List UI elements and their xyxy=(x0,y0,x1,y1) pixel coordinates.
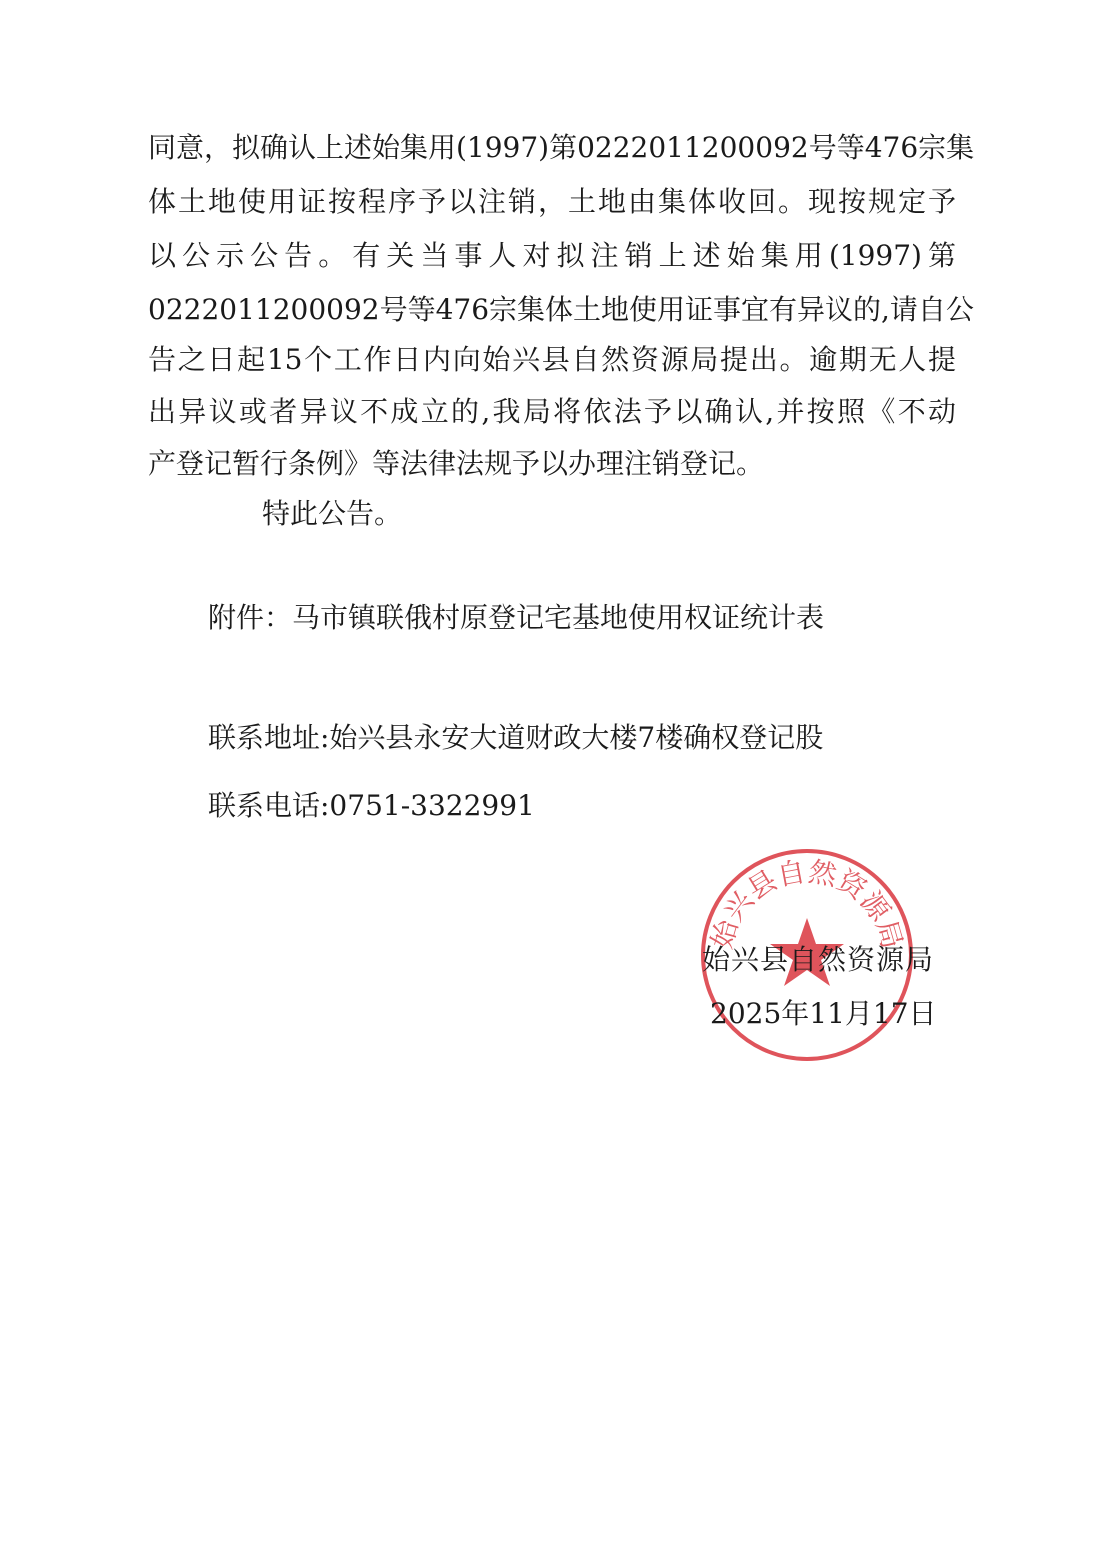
body-line-2: 体土地使用证按程序予以注销，土地由集体收回。现按规定予 xyxy=(148,185,956,218)
body-line-5: 告之日起15个工作日内向始兴县自然资源局提出。逾期无人提 xyxy=(148,343,956,376)
signature-org: 始兴县自然资源局 xyxy=(702,943,935,976)
body-line-6: 出异议或者异议不成立的,我局将依法予以确认,并按照《不动 xyxy=(148,395,956,428)
body-line-3: 以公示公告。有关当事人对拟注销上述始集用(1997)第 xyxy=(148,239,956,272)
body-line-4: 0222011200092号等476宗集体土地使用证事宜有异议的,请自公 xyxy=(148,293,974,326)
body-line-7: 产登记暂行条例》等法律法规予以办理注销登记。 xyxy=(148,447,765,480)
signature-date: 2025年11月17日 xyxy=(710,997,937,1030)
closing-text: 特此公告。 xyxy=(262,497,403,530)
attachment-line: 附件：马市镇联俄村原登记宅基地使用权证统计表 xyxy=(208,601,825,634)
body-line-1: 同意，拟确认上述始集用(1997)第0222011200092号等476宗集 xyxy=(148,131,975,164)
seal-text: 始兴县自然资源局 xyxy=(705,854,909,953)
contact-address: 联系地址:始兴县永安大道财政大楼7楼确权登记股 xyxy=(208,721,824,754)
contact-phone: 联系电话:0751-3322991 xyxy=(208,789,535,822)
